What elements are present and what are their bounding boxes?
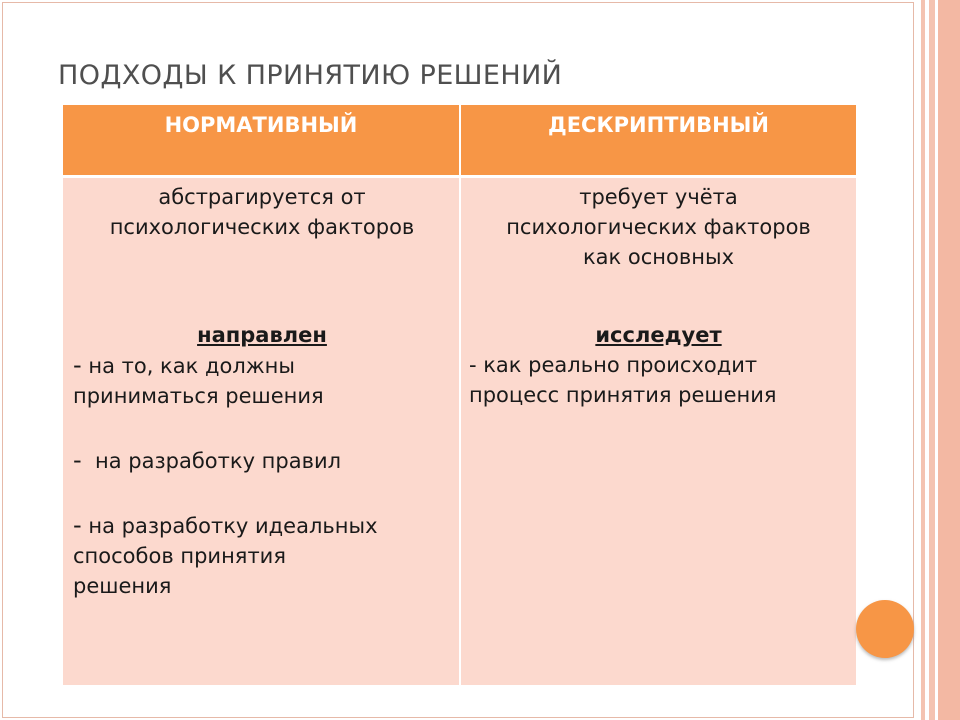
text-line: психологических факторов bbox=[109, 215, 415, 239]
dash-mark: - bbox=[73, 351, 82, 379]
list-item bbox=[73, 445, 451, 476]
text-line: психологических факторов bbox=[506, 215, 811, 239]
text-line: процесс принятия решения bbox=[469, 383, 777, 407]
item-text: на разработку идеальных bbox=[81, 514, 378, 538]
text-line: способов принятия bbox=[73, 544, 286, 568]
comparison-table bbox=[63, 105, 856, 685]
text-line: решения bbox=[73, 574, 172, 598]
text-line: - как реально происходит bbox=[469, 353, 758, 377]
dash-mark: - bbox=[73, 511, 82, 539]
text-line: требует учёта bbox=[579, 185, 738, 209]
list-item bbox=[469, 350, 848, 410]
slide-title: ПОДХОДЫ К ПРИНЯТИЮ РЕШЕНИЙ bbox=[58, 60, 563, 91]
decorative-stripe bbox=[929, 0, 935, 720]
text-line bbox=[73, 510, 451, 541]
cell-normative bbox=[63, 178, 459, 685]
header-descriptive: ДЕСКРИПТИВНЫЙ bbox=[461, 105, 856, 175]
text-line bbox=[73, 445, 451, 476]
text-line: как основных bbox=[583, 245, 734, 269]
cell-descriptive bbox=[461, 178, 856, 685]
descriptive-subheading: исследует bbox=[595, 323, 722, 347]
item-text: на то, как должны bbox=[81, 354, 295, 378]
dash-mark: - bbox=[73, 446, 82, 474]
text-line: приниматься решения bbox=[73, 384, 324, 408]
decorative-circle bbox=[856, 600, 914, 658]
list-item bbox=[73, 510, 451, 601]
normative-lead bbox=[73, 182, 451, 242]
header-normative: НОРМАТИВНЫЙ bbox=[63, 105, 459, 175]
decorative-stripe bbox=[921, 0, 925, 720]
normative-subheading: направлен bbox=[197, 323, 327, 347]
item-text: на разработку правил bbox=[81, 449, 342, 473]
text-line bbox=[73, 350, 451, 381]
list-item bbox=[73, 350, 451, 411]
descriptive-lead bbox=[469, 182, 848, 272]
text-line: абстрагируется от bbox=[158, 185, 366, 209]
decorative-stripe bbox=[938, 0, 960, 720]
